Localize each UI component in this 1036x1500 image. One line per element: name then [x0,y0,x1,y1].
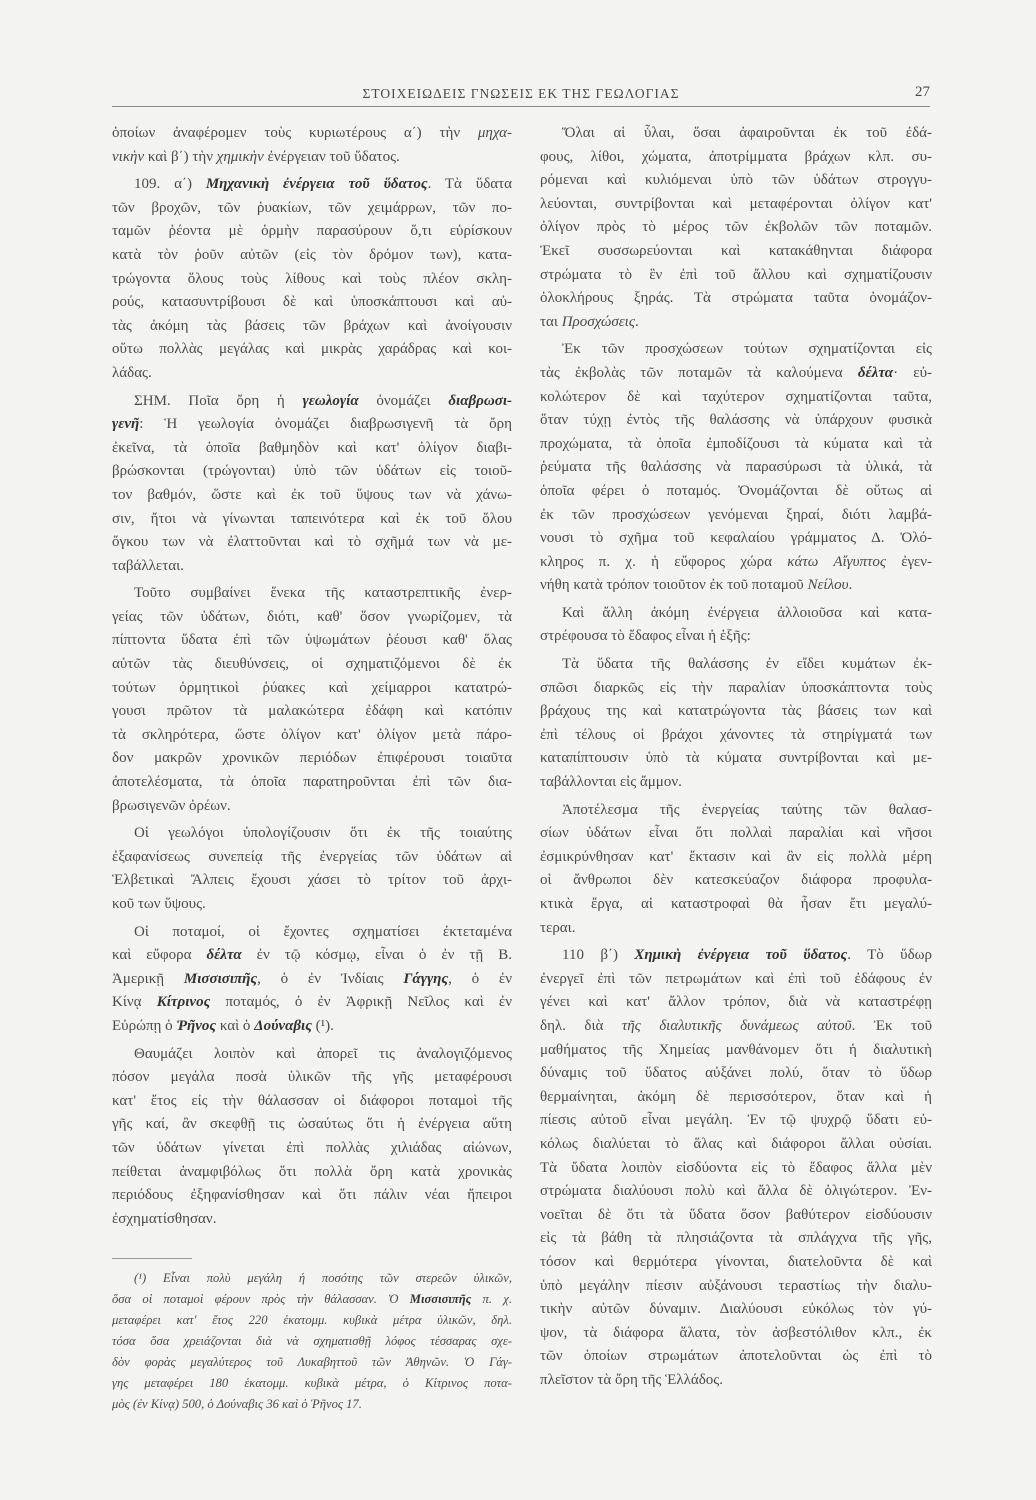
text-line: νουσι τὸ σχῆμα τοῦ κεφαλαίου γράμματος Δ. Ὁλό- [540,530,932,547]
text-line: πόσον μεγάλα ποσὰ ὑλικῶν τῆς γῆς μεταφέρουσι [112,1069,512,1086]
text-line: βρώσκονται (τρώγονται) ὑπὸ τῶν ὑδάτων εἰς τοιοῦ- [112,463,512,480]
text-line: Καὶ ἄλλη ἀκόμη ἐνέργεια ἀλλοιοῦσα καὶ κατα- [562,604,932,621]
text-line: φους, λίθοι, χώματα, ἀποτρίμματα βράχων κλπ. συ- [540,148,932,165]
text-line: Ἀποτέλεσμα τῆς ἐνεργείας ταύτης τῶν θαλασ- [562,801,932,818]
text-line: Εὐρώπῃ ὁ Ῥῆνος καὶ ὁ Δούναβις (¹). [112,1017,334,1034]
text-line: οὕτω πολλὰς μεγάλας καὶ μικρὰς χαράδρας καὶ κοι- [112,341,512,358]
text-line: Θαυμάζει λοιπὸν καὶ ἀπορεῖ τις ἀναλογιζόμενος [134,1045,512,1062]
bold-italic-text: Ῥῆνος [176,1017,217,1034]
text-line: τεραι. [540,919,576,936]
text-line: ρόμεναι καὶ κυλιόμεναι ὑπὸ τῶν ὑδάτων στρογγυ- [540,172,932,189]
text-line: πίεσις αὐτοῦ εἶναι μεγάλη. Ἐν τῷ ψυχρῷ ὕδατι εὐ- [540,1112,932,1129]
text-line: τὰς ἀκόμη τὰς βάσεις τῶν βράχων καὶ ἀνοίγουσιν [112,317,512,334]
text-line: νοεῖται δὲ ὅτι τὰ ὕδατα ὅσον βαθύτερον εἰσδύουσιν [540,1206,932,1223]
italic-text: Νείλου [807,577,849,594]
footnote-divider [112,1258,192,1259]
text-line: μὸς (ἐν Κίνᾳ) 500, ὁ Δούναβις 36 καὶ ὁ Ῥῆνος 17. [112,1397,362,1411]
paragraph [112,173,512,385]
footnote [112,1268,512,1415]
text-line: (¹) Εἶναι πολὺ μεγάλη ἡ ποσότης τῶν στερεῶν ὑλικῶν, [134,1271,512,1285]
text-line: ρούς, κατασυντρίβουσι δὲ καὶ ὑποσκάπτουσι καὶ αὐ- [112,294,512,311]
text-line: ἐσμικρύνθησαν κατ' ἔκτασιν καὶ ἂν εἰς πολλὰ μέρη [540,848,932,865]
bold-italic-text: διαβρωσι- [448,392,512,409]
text-line: προχώματα, τὰ ὁποῖα ἐμποδίζουσι τὰ κύματα καὶ τὰ [540,435,932,452]
text-line: ἐσχηματίσθησαν. [112,1210,217,1227]
text-line: Τοῦτο συμβαίνει ἕνεκα τῆς καταστρεπτικῆς ἐνερ- [134,585,512,602]
text-line: στρώματα τὸ ἓν ἐπὶ τοῦ ἄλλου καὶ σχηματίζουσιν [540,266,932,283]
text-line: κόλως διαλύεται τὸ ἅλας καὶ διάφοροι ἄλλαι οὐσίαι. [540,1135,932,1152]
text-line: ἐκ τῶν προσχώσεων γενόμεναι ξηραί, διότι λαμβά- [540,506,932,523]
text-line: καταπίπτουσιν ὑπὸ τὰ κύματα συντρίβονται καὶ με- [540,750,932,767]
text-line: ται Προσχώσεις. [540,313,639,330]
text-line: πείθεται ἀναμφιβόλως ὅτι πολλὰ ὄρη κατὰ χρονικὰς [112,1163,512,1180]
text-line: νικὴν καὶ β΄) τὴν χημικὴν ἐνέργειαν τοῦ ὕδατος. [112,148,400,165]
bold-italic-text: Μισσισιπῆς [409,1292,472,1306]
text-line: Κίνᾳ Κίτρινος ποταμός, ὁ ἐν Ἀφρικῇ Νεῖλος καὶ ἐν [112,994,513,1011]
text-line: τούτων ὁρμητικοὶ ῥύακες καὶ χείμαρροι κατατρώ- [112,679,512,696]
italic-text: τῆς διαλυτικῆς δυνάμεως αὐτοῦ [621,1017,852,1034]
text-line: αὐτῶν τὰς διευθύνσεις, οἱ σχηματιζόμενοι δὲ ἐκ [112,656,512,673]
text-line: κληρος π. χ. ἡ εὔφορος χώρα κάτω Αἴγυπτος ἐγεν- [540,553,932,570]
text-line: δον μακρῶν χρονικῶν περιόδων ἐπιφέρουσι τοιαῦτα [112,750,512,767]
text-line: τῶν βροχῶν, τῶν ῥυακίων, τῶν χειμάρρων, τῶν πο- [112,199,512,216]
paragraph [112,822,512,916]
text-line: θερμαίνηται, ἀκόμη δὲ περισσότερον, ὅταν καὶ ἡ [540,1088,932,1105]
text-line: τον βαθμόν, ὥστε καὶ ἐκ τοῦ ὕψους των νὰ χάνω- [112,486,512,503]
bold-italic-text: γεωλογία [302,392,359,409]
text-line: σιν, ἤτοι νὰ γίνωνται ταπεινότερα καὶ ἐκ τοῦ ὅλου [112,510,512,527]
text-line: Τὰ ὕδατα λοιπὸν εἰσδύοντα εἰς τὸ ἔδαφος ἄλλα μὲν [540,1159,932,1176]
text-line: 109. α΄) Μηχανικὴ ἐνέργεια τοῦ ὕδατος. Τὰ ὕδατα [134,176,513,193]
text-line: τῶν ὑδάτων γίνεται ἐπὶ πολλὰς χιλιάδας αἰώνων, [112,1139,512,1156]
text-line: εἰς τὰ βάθη τὰ πλησιάζοντα τὰ σπλάγχνα τῆς γῆς, [540,1230,932,1247]
text-line: κολώτερον δὲ καὶ ταχύτερον σχηματίζονται ταῦτα, [540,388,932,405]
text-line: Ἀμερικῇ Μισσισιπῆς, ὁ ἐν Ἰνδίαις Γάγγης, ὁ ἐν [112,970,512,987]
bold-italic-text: Γάγγης [403,970,449,987]
text-line: ἐξαφανίσεως συνεπείᾳ τῆς ἐνεργείας τῶν ὑδάτων αἱ [112,848,512,865]
text-line: γουσι πρῶτον τὰ μαλακώτερα ἐδάφη καὶ κατόπιν [112,703,512,720]
text-line: Ὅλαι αἱ ὗλαι, ὅσαι ἀφαιροῦνται ἐκ τοῦ ἐδά- [562,125,932,141]
italic-text: χημικὴν [216,148,264,165]
text-line: ΣΗΜ. Ποῖα ὄρη ἡ γεωλογία ὀνομάζει διαβρωσι- [134,392,512,409]
paragraph [112,390,512,579]
text-line: 110 β΄) Χημικὴ ἐνέργεια τοῦ ὕδατος. Τὸ ὕδωρ [562,947,932,964]
text-line: κατ' ἔτος εἰς τὴν θάλασσαν οἱ διάφοροι ποταμοὶ τῆς [112,1092,512,1109]
text-line: τόσον καὶ θερμότερα γίνονται, διατελοῦντα δὲ καὶ [540,1253,932,1270]
text-line: τὰ σκληρότερα, ὥστε ὀλίγον κατ' ὀλίγον μετὰ πάρο- [112,726,512,743]
text-line: τικὴν αὐτῶν δύναμιν. Διαλύουσι εὐκόλως τὸν γύ- [540,1301,932,1318]
text-line: Τὰ ὕδατα τῆς θαλάσσης ἐν εἴδει κυμάτων ἐκ- [562,656,932,673]
text-line: ὄγκου των νὰ ἐλαττοῦνται καὶ τὸ σχῆμά των νὰ με- [112,534,512,551]
text-line: ταμῶν ῥέοντα μὲ ὁρμὴν παρασύρουν ὅ,τι εὑρίσκουν [112,223,512,240]
text-line: πλεῖστον τὰ ὄρη τῆς Ἑλλάδος. [540,1371,723,1388]
text-line: ὑπὸ μεγάλην πίεσιν αὐξάνουσι τεραστίως τὴν διαλυ- [540,1277,932,1294]
italic-text: κάτω Αἴγυπτος [787,553,886,570]
text-line: μεταφέρει κατ' ἔτος 220 ἑκατομμ. κυβικὰ μέτρα ὑλικῶν, δηλ. [112,1313,512,1327]
bold-italic-text: γενῆ [112,416,140,433]
text-line: περιόδους ἐξηφανίσθησαν καὶ ὅτι πάλιν νέαι ἤπειροι [112,1187,512,1204]
bold-italic-text: Δούναβις [254,1017,312,1034]
text-line: κατὰ τὸν ῥοῦν αὐτῶν (εἰς τὸν δρόμον των), κατα- [112,246,512,263]
text-line: βρωσιγενῶν ὀρέων. [112,797,231,814]
text-line: ὁποῖα φέρει ὁ ποταμός. Ὀνομάζονται δὲ οὕτως αἱ [540,482,932,499]
text-line: στρέφουσα τὸ ἔδαφος εἶναι ἡ ἑξῆς: [540,628,751,645]
text-line: Ἐκεῖ συσσωρεύονται καὶ κατακάθηνται διάφορα [540,242,932,259]
text-line: Ἑλβετικαὶ Ἄλπεις ἔχουσι χάσει τὸ τρίτον τοῦ ἀρχι- [112,872,512,889]
text-line: γείας τῶν ὑδάτων, διότι, καθ' ὅσον γνωρίζομεν, τὰ [112,608,512,625]
text-line: κτικὰ ἔργα, αἱ καταστροφαὶ θὰ ἦσαν ἔτι μεγαλύ- [540,896,932,912]
running-header [112,84,930,107]
paragraph [112,921,512,1039]
paragraph [540,122,932,334]
paragraph [540,799,932,941]
text-line: σίων ὑδάτων εἶναι ὅτι πολλαὶ παραλίαι καὶ νῆσοι [540,825,932,842]
text-line: ψον, τὰ διάφορα ἅλατα, τὸν ἀσβεστόλιθον κλπ., ἐκ [540,1324,932,1341]
text-line: οἱ ἄνθρωποι δὲν κατεσκεύαζον διάφορα προφυλα- [540,872,932,889]
paragraph [540,653,932,795]
text-line: δύναμις τοῦ ὕδατος αὐξάνει πολύ, ὅταν τὸ ὕδωρ [540,1065,932,1082]
bold-italic-text: Χημικὴ ἐνέργεια τοῦ ὕδατος [634,947,848,964]
text-line: γενῆ: Ἡ γεωλογία ὀνομάζει διαβρωσιγενῆ τὰ ὄρη [112,416,512,433]
text-line: γένει καὶ κατ' ἄλλον τρόπον, διὰ νὰ καταστρέφῃ [540,994,932,1011]
bold-italic-text: δέλτα [206,947,242,964]
text-line: ἀποτελέσματα, τὰ ὁποῖα παρατηροῦνται ἐπὶ τῶν δια- [112,774,512,791]
text-line: ἐκεῖνα, τὰ ὁποῖα βαθμηδὸν καὶ κατ' ὀλίγον διαβι- [112,439,512,456]
text-line: καὶ εὔφορα δέλτα ἐν τῷ κόσμῳ, εἶναι ὁ ἐν τῇ Β. [112,947,512,964]
text-line: ῥεύματα τῆς θαλάσσης νὰ παρασύρωσι τὰ ὑλικά, τὰ [540,459,932,476]
text-line: λεύονται, συντρίβονται καὶ μεταφέρονται ὀλίγον κατ' [540,195,932,212]
text-line: στρώματα διαλύουσι πολὺ καὶ ἄλλα δὲ ὀλιγώτερον. Ἐν- [540,1183,932,1200]
text-line: Ἐκ τῶν προσχώσεων τούτων σχηματίζονται εἰς [562,341,932,358]
bold-italic-text: Μηχανικὴ ἐνέργεια τοῦ ὕδατος [205,176,428,193]
text-line: ὅταν τύχῃ ἐντὸς τῆς θαλάσσης νὰ ὑπάρχουν φυσικὰ [540,412,932,429]
text-line: γῆς καί, ἂν σκεφθῇ τις ὡσαύτως ὅτι ἡ ἐνέργεια αὕτη [112,1116,512,1133]
bold-italic-text: Κίτρινος [156,994,211,1011]
bold-italic-text: Μισσισιπῆς [183,970,258,987]
page-number: 27 [915,84,930,100]
paragraph [540,944,932,1392]
paragraph [112,1043,512,1232]
text-line: ὀλίγον πρὸς τὸ μέρος τῶν ἐκβολῶν τῶν ποταμῶν. [540,219,932,236]
italic-text: Προσχώσεις [561,313,635,330]
text-line: μαθήματος τῆς Χημείας μανθάνομεν ὅτι ἡ διαλυτικὴ [540,1041,932,1058]
text-line: ταβάλλονται εἰς ἄμμον. [540,774,682,791]
text-line: ταβάλλεται. [112,557,184,574]
text-line: νήθη κατὰ τρόπον τοιοῦτον ἐκ τοῦ ποταμοῦ Νείλου. [540,577,853,594]
text-line: δηλ. διὰ τῆς διαλυτικῆς δυνάμεως αὐτοῦ. Ἐκ τοῦ [540,1017,932,1034]
text-line: πίπτοντα ὕδατα ἐπὶ τῶν ὑψωμάτων ῥέουσι καθ' ὅλας [112,632,512,649]
text-line: ὁποίων ἀναφέρομεν τοὺς κυριωτέρους α΄) τὴν μηχα- [112,125,512,141]
text-line: τόσα ὅσα χρειάζονται διὰ νὰ σχηματισθῇ λόφος τέσσαρας σχε- [112,1334,512,1348]
text-line: κοῦ των ὕψους. [112,896,206,912]
text-line: ὅσα οἱ ποταμοὶ φέρουν πρὸς τὴν θάλασσαν. Ὁ Μισσισιπῆς π. χ. [112,1292,512,1306]
italic-text: μηχα- [477,125,512,141]
text-line: γης μεταφέρει 180 ἑκατομμ. κυβικὰ μέτρα, ὁ Κίτρινος ποτα- [112,1376,512,1390]
text-line: τὰς ἐκβολὰς τῶν ποταμῶν τὰ καλούμενα δέλτα· εὐ- [540,364,932,381]
right-column [540,122,932,1396]
text-line: τῶν ὁποίων στρωμάτων ἀποτελοῦνται ὡς ἐπὶ τὸ [540,1348,932,1365]
text-line: Οἱ ποταμοί, οἱ ἔχοντες σχηματίσει ἐκτεταμένα [134,923,512,940]
text-line: Οἱ γεωλόγοι ὑπολογίζουσιν ὅτι ἐκ τῆς τοιαύτης [134,825,512,842]
text-line: δὸν φορὰς μεγαλύτερος τοῦ Λυκαβηττοῦ τῶν Ἀθηνῶν. Ὁ Γάγ- [112,1355,512,1369]
text-line: σπῶσι διαρκῶς εἰς τὴν παραλίαν ὑποσκάπτοντα τοὺς [540,679,932,696]
paragraph [112,582,512,818]
text-line: λάδας. [112,364,152,381]
paragraph [540,602,932,649]
text-line: τρώγοντα ὅλους τοὺς λίθους καὶ τοὺς πλέον σκλη- [112,270,512,287]
left-column [112,122,512,1235]
paragraph [540,338,932,598]
italic-text: νικὴν [112,148,145,165]
text-line: βράχους της καὶ κατατρώγοντα τὰς βάσεις των καὶ [540,703,932,720]
paragraph [112,122,512,169]
text-line: ὁλοκλήρους ξηράς. Τὰ στρώματα ταῦτα ὀνομάζον- [540,290,932,307]
text-line: ἐνεργεῖ ἐπὶ τῶν πετρωμάτων καὶ ἐπὶ τοῦ ἐδάφους ἐν [540,970,932,987]
running-title: ΣΤΟΙΧΕΙΩΔΕΙΣ ΓΝΩΣΕΙΣ ΕΚ ΤΗΣ ΓΕΩΛΟΓΙΑΣ [362,86,680,101]
text-line: ἐπὶ τέλους οἱ βράχοι χάνοντες τὰ στηρίγματά των [540,726,932,743]
bold-italic-text: δέλτα [857,364,894,381]
